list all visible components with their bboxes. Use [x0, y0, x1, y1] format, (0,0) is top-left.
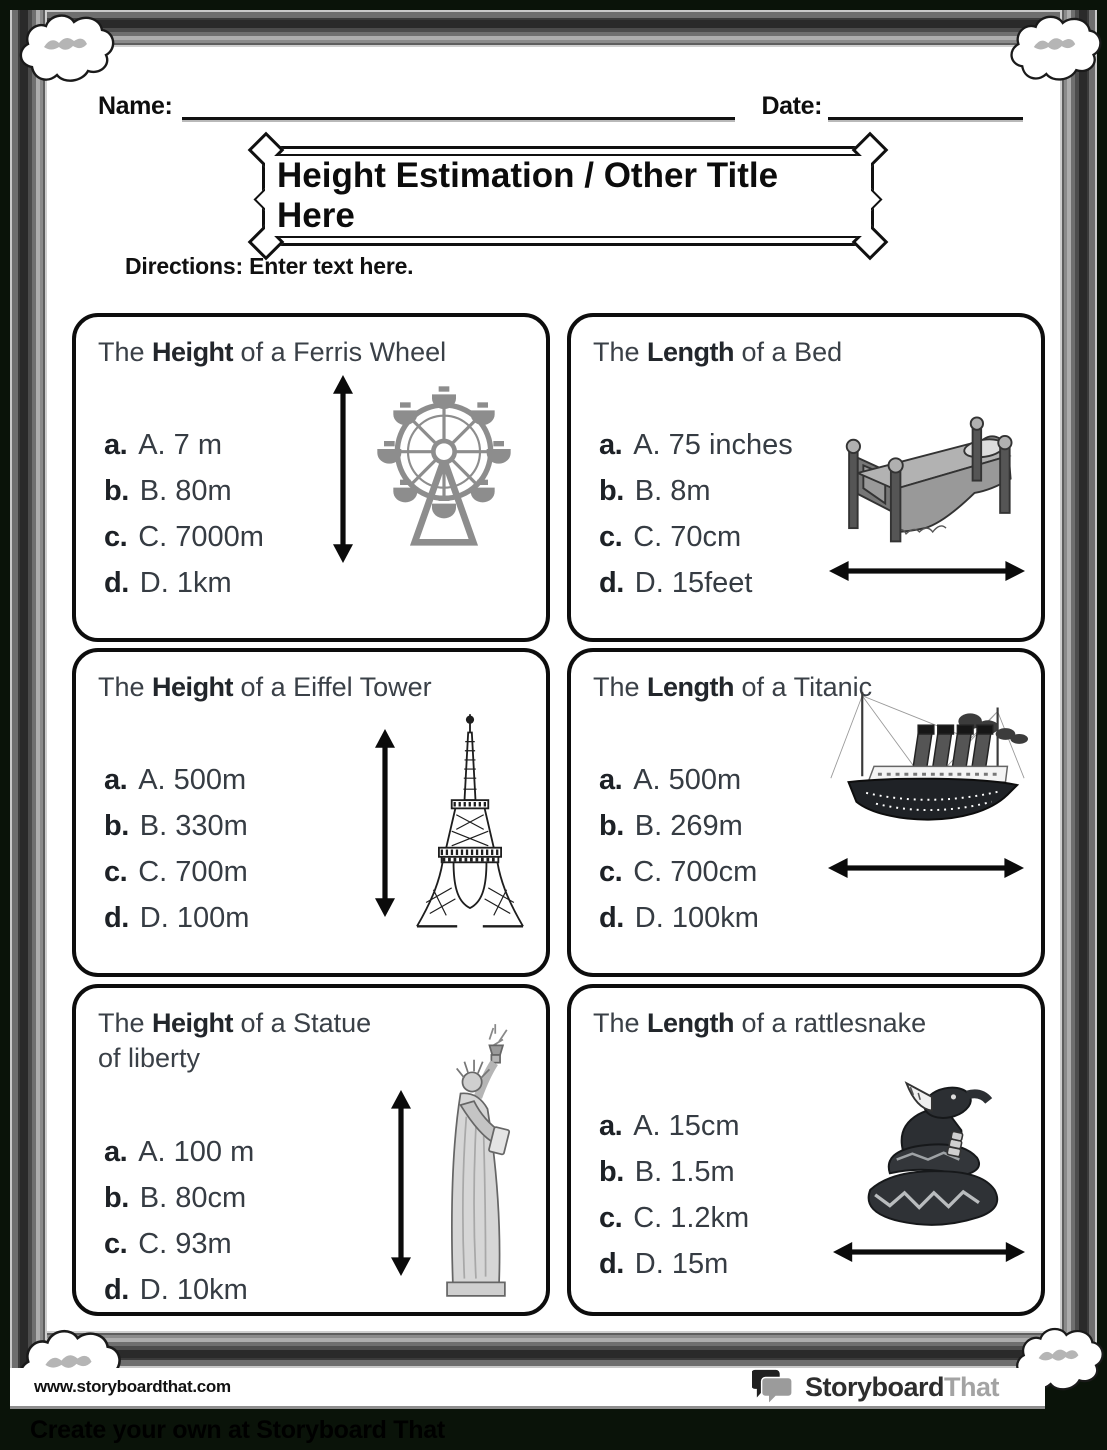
- question-card-bed: [567, 313, 1045, 642]
- name-label: Name:: [98, 92, 173, 120]
- option-row: a. A. 15cm: [599, 1110, 740, 1142]
- option-row: b. B. 1.5m: [599, 1156, 735, 1188]
- website-url: www.storyboardthat.com: [34, 1377, 231, 1396]
- options-list: [599, 764, 759, 948]
- question-card-statue-of-liberty: [72, 984, 550, 1316]
- frame-border-left: [10, 10, 47, 1368]
- option-row: b. B. 80m: [104, 475, 232, 507]
- option-row: d. D. 100km: [599, 902, 759, 934]
- question-card-rattlesnake: [567, 984, 1045, 1316]
- option-row: a. A. 100 m: [104, 1136, 255, 1168]
- figure: [833, 1046, 1025, 1264]
- logo-text: StoryboardThat: [804, 1371, 999, 1402]
- options-list: [104, 764, 249, 948]
- question-title: The Height of a Ferris Wheel: [98, 337, 447, 367]
- name-date-row: [98, 92, 1023, 120]
- option-row: a. A. 75 inches: [599, 429, 793, 461]
- cloud-corner-icon: [12, 6, 120, 90]
- vertical-measure-arrow-icon: [373, 729, 397, 917]
- frame-border-top: [10, 10, 1097, 47]
- eiffel-tower-icon: [406, 698, 534, 948]
- cloud-corner-icon: [1003, 8, 1107, 88]
- statue-of-liberty-icon: [422, 1016, 528, 1304]
- footer-bar: [10, 1368, 1045, 1409]
- option-row: d. D. 10km: [104, 1274, 248, 1306]
- option-row: b. B. 269m: [599, 810, 743, 842]
- horizontal-measure-arrow-icon: [828, 856, 1024, 880]
- vertical-measure-arrow-icon: [331, 375, 355, 563]
- figure: [823, 678, 1029, 880]
- option-row: b. B. 330m: [104, 810, 248, 842]
- option-row: c. C. 700cm: [599, 856, 758, 888]
- question-card-ferris-wheel: [72, 313, 550, 642]
- option-row: c. C. 1.2km: [599, 1202, 750, 1234]
- question-title: The Height of a Statue of liberty: [98, 1008, 372, 1073]
- figure: [331, 375, 524, 563]
- date-label: Date:: [761, 92, 822, 120]
- speech-bubbles-logo-icon: [752, 1367, 796, 1407]
- horizontal-measure-arrow-icon: [829, 559, 1025, 583]
- option-row: d. D. 15m: [599, 1248, 729, 1280]
- options-list: [104, 1136, 254, 1320]
- option-row: a. A. 500m: [599, 764, 742, 796]
- page-title: Height Estimation / Other Title Here: [265, 156, 871, 236]
- option-row: d. D. 1km: [104, 567, 232, 599]
- options-list: [104, 429, 264, 613]
- horizontal-measure-arrow-icon: [833, 1240, 1025, 1264]
- option-row: d. D. 15feet: [599, 567, 753, 599]
- question-title: The Height of a Eiffel Tower: [98, 672, 432, 702]
- worksheet-sheet: [10, 10, 1097, 1368]
- option-row: b. B. 8m: [599, 475, 711, 507]
- rattlesnake-icon: [845, 1046, 1013, 1232]
- storyboardthat-logo: [752, 1367, 999, 1407]
- bed-icon: [827, 397, 1027, 549]
- name-blank-line: [182, 93, 735, 120]
- figure: [389, 1016, 528, 1304]
- question-title: The Length of a Titanic: [593, 672, 873, 702]
- question-title: The Length of a rattlesnake: [593, 1008, 927, 1038]
- question-card-eiffel-tower: [72, 648, 550, 977]
- option-row: c. C. 93m: [104, 1228, 232, 1260]
- question-card-titanic: [567, 648, 1045, 977]
- options-list: [599, 1110, 749, 1294]
- create-your-own-text: Create your own at Storyboard That: [30, 1416, 445, 1444]
- date-blank-line: [828, 93, 1023, 120]
- frame-border-bottom: [10, 1331, 1097, 1368]
- option-row: c. C. 700m: [104, 856, 248, 888]
- title-ornate-frame: [262, 146, 874, 246]
- directions-text: Directions: Enter text here.: [125, 253, 414, 279]
- titanic-ship-icon: [823, 678, 1029, 844]
- question-title: The Length of a Bed: [593, 337, 843, 367]
- option-row: a. A. 7 m: [104, 429, 222, 461]
- option-row: b. B. 80cm: [104, 1182, 247, 1214]
- vertical-measure-arrow-icon: [389, 1090, 413, 1276]
- ferris-wheel-icon: [364, 380, 524, 558]
- figure: [373, 698, 534, 948]
- option-row: c. C. 7000m: [104, 521, 264, 553]
- option-row: a. A. 500m: [104, 764, 247, 796]
- frame-border-right: [1060, 10, 1097, 1368]
- options-list: [599, 429, 793, 613]
- option-row: d. D. 100m: [104, 902, 250, 934]
- figure: [827, 397, 1027, 583]
- option-row: c. C. 70cm: [599, 521, 742, 553]
